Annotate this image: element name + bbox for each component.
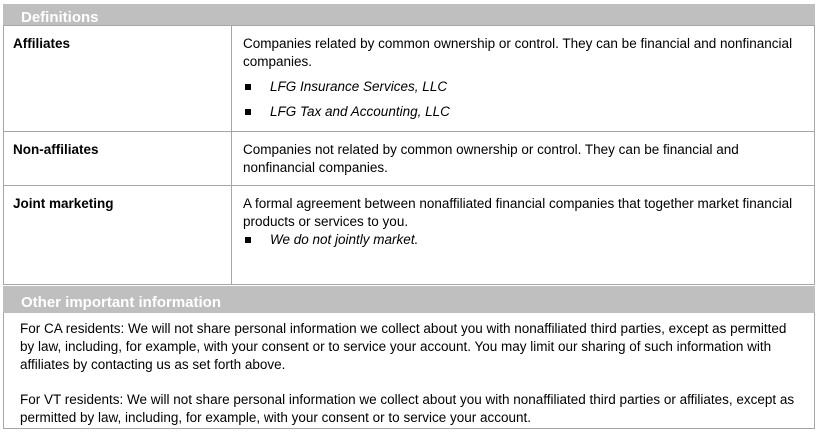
term-joint-marketing: Joint marketing [4,186,232,285]
term-non-affiliates: Non-affiliates [4,132,232,186]
list-item: We do not jointly market. [243,231,806,249]
affiliates-list [243,78,806,121]
definition-affiliates [232,26,815,132]
list-item: LFG Insurance Services, LLC [243,78,806,96]
table-row [4,186,815,285]
definition-joint-marketing [232,186,815,285]
table-row [4,132,815,186]
ca-residents-paragraph: For CA residents: We will not share personal information we collect about you with nonaffiliated third parties, except as permitted by law, including, for example, with your consent or to service your account. You may limit our sharing of such information with affiliates by contacting us as set forth above. [20,321,787,372]
definition-non-affiliates [232,132,815,186]
table-row [4,26,815,132]
definition-text: Companies not related by common ownership or control. They can be financial and nonfinancial companies. [243,142,739,175]
list-item: LFG Tax and Accounting, LLC [243,103,806,121]
definitions-header: Definitions [3,4,815,25]
definition-text: Companies related by common ownership or control. They can be financial and nonfinancial companies. [243,36,793,69]
term-affiliates: Affiliates [4,26,232,132]
other-info-header: Other important information [3,286,815,313]
definition-text: A formal agreement between nonaffiliated financial companies that together market financial products or services to you. [243,196,793,229]
other-info-body [3,313,815,429]
vt-residents-paragraph: For VT residents: We will not share personal information we collect about you with nonaffiliated third parties or affiliates, except as permitted by law, including, for example, with your consent or to service your account. [20,392,795,425]
definitions-table [3,25,815,285]
joint-marketing-list [243,231,806,249]
